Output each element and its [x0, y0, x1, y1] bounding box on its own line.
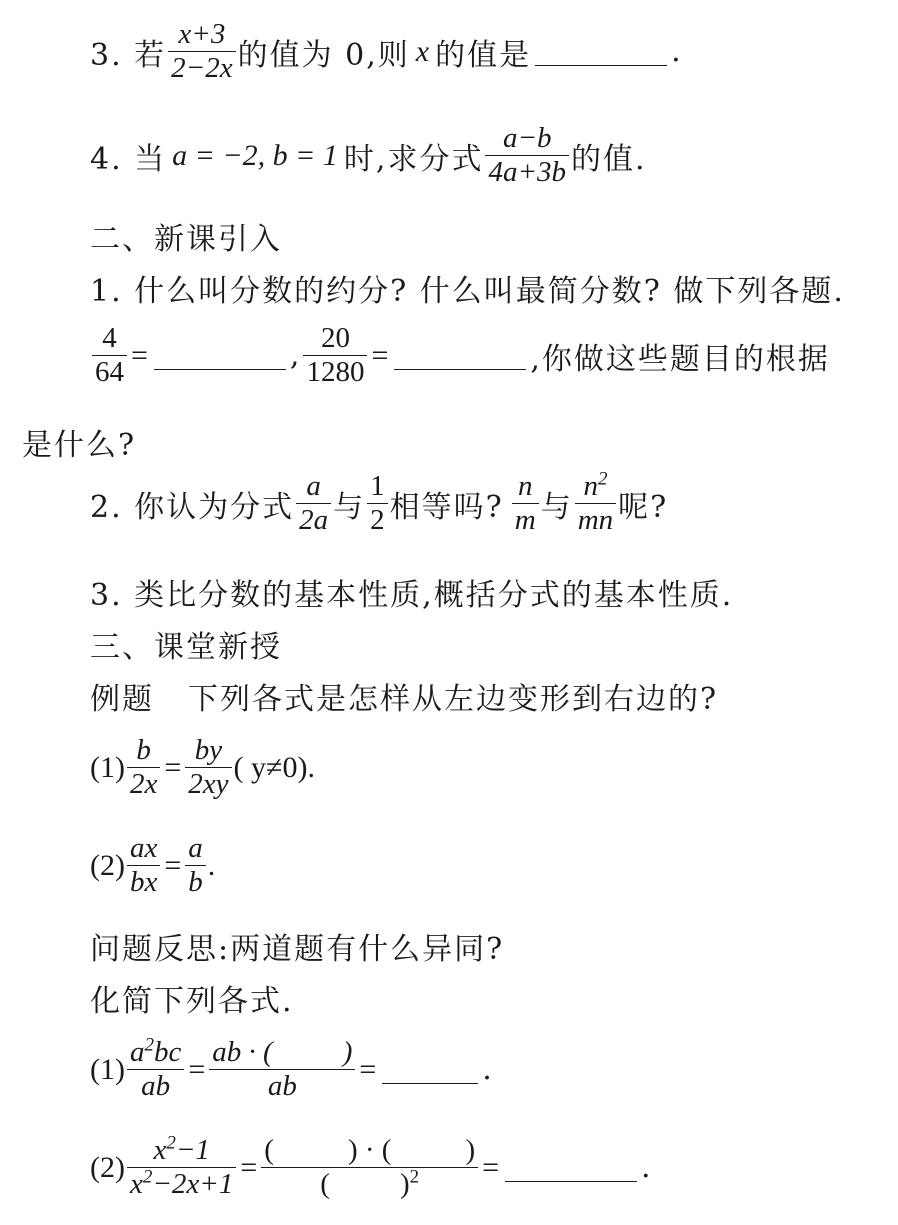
q3-frac-numerator: x+3 — [178, 18, 226, 50]
s2-num-b: −1 — [175, 1134, 210, 1166]
simplify-2 — [90, 1134, 886, 1202]
q3-frac-denominator: 2−2x — [171, 52, 233, 85]
q4-frac-numerator: a−b — [502, 122, 552, 154]
paragraph-1-tail: ,你做这些题目的根据 — [530, 341, 830, 377]
p2-and-1: 与 — [333, 489, 366, 525]
p2-f4-exponent: 2 — [597, 468, 608, 490]
p2-f1-denominator: 2a — [299, 504, 329, 537]
ex2-left-numerator: ax — [129, 832, 158, 864]
equals-sign: = — [164, 848, 182, 882]
ex2-left-fraction — [127, 832, 160, 900]
paragraph-1 — [90, 266, 886, 310]
p2-fraction-4 — [575, 470, 616, 538]
q4-prefix: 4. 当 — [90, 141, 167, 177]
s2-num-exponent: 2 — [166, 1132, 176, 1154]
p2-f2-numerator: 1 — [370, 470, 385, 502]
q4-frac-denominator: 4a+3b — [488, 156, 567, 189]
question-4 — [90, 122, 886, 190]
reflection-text: 问题反思:两道题有什么异同? — [90, 932, 505, 967]
s1-label: (1) — [90, 1052, 125, 1086]
section-2-title: 二、新课引入 — [90, 222, 282, 257]
q4-suffix: 的值. — [571, 141, 647, 177]
ex1-right-numerator: by — [194, 734, 223, 766]
equals-sign: = — [371, 338, 389, 372]
s2-end: . — [641, 1150, 653, 1186]
s2-left-denominator — [127, 1168, 236, 1201]
example-heading — [90, 674, 886, 718]
s2-mid-den-b: ) — [399, 1168, 410, 1201]
exercise-1-answer-blank[interactable] — [154, 341, 286, 370]
s1-left-numerator — [127, 1036, 184, 1069]
s1-left-denominator: ab — [141, 1070, 171, 1103]
p2-and-2: 与 — [540, 489, 573, 525]
p2-suffix: 呢? — [618, 489, 669, 525]
paragraph-3-text: 3. 类比分数的基本性质,概括分式的基本性质. — [90, 578, 734, 613]
equals-sign: = — [359, 1052, 377, 1086]
frac-1-denominator: 64 — [95, 356, 124, 389]
equals-sign: = — [240, 1150, 258, 1184]
s2-mid-den-exponent: 2 — [409, 1166, 420, 1188]
s1-mid-num-a: ab · ( — [212, 1036, 273, 1068]
s2-label: (2) — [90, 1150, 125, 1184]
ex2-right-denominator: b — [188, 866, 203, 899]
example-1 — [90, 734, 886, 802]
p2-f3-numerator: n — [517, 470, 533, 502]
paragraph-1-continuation — [22, 420, 886, 464]
q4-fraction — [485, 122, 569, 190]
s2-mid-num-b: ) · ( — [347, 1134, 392, 1166]
example-2 — [90, 832, 886, 900]
p2-f3-denominator: m — [514, 504, 536, 537]
p2-f4-denominator: mn — [577, 504, 614, 537]
p2-f2-denominator: 2 — [370, 504, 385, 537]
s2-mid-den-a: ( — [320, 1168, 330, 1201]
q4-condition: a = −2, b = 1 — [172, 138, 338, 172]
ex1-left-fraction — [127, 734, 160, 802]
s2-den-exponent: 2 — [142, 1166, 153, 1188]
exercise-2-answer-blank[interactable] — [394, 341, 526, 370]
equals-sign: = — [131, 338, 148, 372]
ex1-left-denominator: 2x — [129, 768, 158, 801]
s2-den-a: x — [129, 1168, 143, 1201]
paragraph-1-cont-text: 是什么? — [22, 428, 137, 463]
p2-prefix: 2. 你认为分式 — [90, 489, 295, 525]
s1-mid-num-b: ) — [342, 1036, 353, 1068]
ex1-left-numerator: b — [136, 734, 151, 766]
exercise-fraction-1 — [92, 322, 127, 390]
q3-answer-blank[interactable] — [535, 37, 667, 66]
q3-fraction — [168, 18, 235, 86]
ex1-right-denominator: 2xy — [188, 768, 229, 801]
s2-mid-num-c: ) — [465, 1134, 476, 1166]
s1-answer-blank[interactable] — [382, 1055, 478, 1084]
exercise-fraction-2 — [303, 322, 367, 390]
equals-sign: = — [482, 1150, 500, 1184]
frac-2-numerator: 20 — [320, 322, 350, 354]
s1-num-a: a — [129, 1036, 145, 1068]
example-label: 例题 — [90, 682, 154, 717]
simplify-1 — [90, 1036, 886, 1104]
s2-num-a: x — [153, 1134, 167, 1166]
s1-num-b: bc — [153, 1036, 182, 1068]
ex2-right-numerator: a — [188, 832, 203, 864]
ex2-right-fraction — [185, 832, 206, 900]
s2-left-fraction — [127, 1134, 236, 1202]
simplify-text: 化简下列各式. — [90, 984, 294, 1019]
p2-f4-base: n — [583, 470, 598, 502]
ex2-left-denominator: bx — [129, 866, 158, 899]
reflection — [90, 924, 886, 968]
q3-end: . — [671, 34, 683, 70]
section-2-heading — [90, 214, 886, 258]
p2-fraction-1 — [296, 470, 331, 538]
paragraph-2 — [90, 470, 886, 538]
frac-1-numerator: 4 — [102, 322, 117, 354]
p2-mid: 相等吗? — [389, 489, 504, 525]
ex2-label: (2) — [90, 848, 125, 882]
paragraph-3 — [90, 570, 886, 614]
q4-mid: 时,求分式 — [343, 141, 484, 177]
simplify-heading — [90, 976, 886, 1020]
q3-prefix: 3. 若 — [90, 37, 167, 73]
section-3-heading — [90, 622, 886, 666]
q3-mid: 的值为 0,则 — [237, 37, 410, 73]
equals-sign: = — [164, 750, 182, 784]
s2-middle-denominator — [317, 1168, 422, 1201]
p2-f1-numerator: a — [306, 470, 321, 502]
q3-var: x — [415, 34, 430, 68]
ex1-label: (1) — [90, 750, 125, 784]
s2-den-b: −2x+1 — [152, 1168, 234, 1201]
ex2-end: . — [207, 848, 216, 882]
s2-left-numerator — [150, 1134, 212, 1167]
s2-mid-num-a: ( — [264, 1134, 274, 1166]
s1-end: . — [482, 1052, 494, 1088]
p2-fraction-2 — [367, 470, 388, 538]
question-3 — [90, 18, 886, 86]
s1-num-exponent: 2 — [144, 1034, 154, 1056]
p2-f4-numerator — [580, 470, 610, 503]
q3-suffix: 的值是 — [435, 37, 532, 73]
equals-sign: = — [188, 1052, 206, 1086]
s1-middle-numerator — [209, 1036, 355, 1069]
s2-middle-numerator — [261, 1134, 478, 1167]
paragraph-1-text: 1. 什么叫分数的约分? 什么叫最简分数? 做下列各题. — [90, 274, 845, 309]
s2-middle-fraction — [261, 1134, 478, 1202]
comma: , — [289, 338, 302, 374]
s1-middle-denominator: ab — [267, 1070, 297, 1103]
p2-fraction-3 — [512, 470, 539, 538]
s2-answer-blank[interactable] — [505, 1153, 637, 1182]
s1-middle-fraction — [209, 1036, 355, 1104]
s1-left-fraction — [127, 1036, 184, 1104]
paragraph-1-exercises — [90, 322, 886, 390]
frac-2-denominator: 1280 — [306, 356, 365, 389]
ex1-right-fraction — [185, 734, 231, 802]
ex1-condition: ( y≠0). — [233, 750, 315, 784]
section-3-title: 三、课堂新授 — [90, 630, 282, 665]
example-text: 下列各式是怎样从左边变形到右边的? — [188, 682, 719, 717]
